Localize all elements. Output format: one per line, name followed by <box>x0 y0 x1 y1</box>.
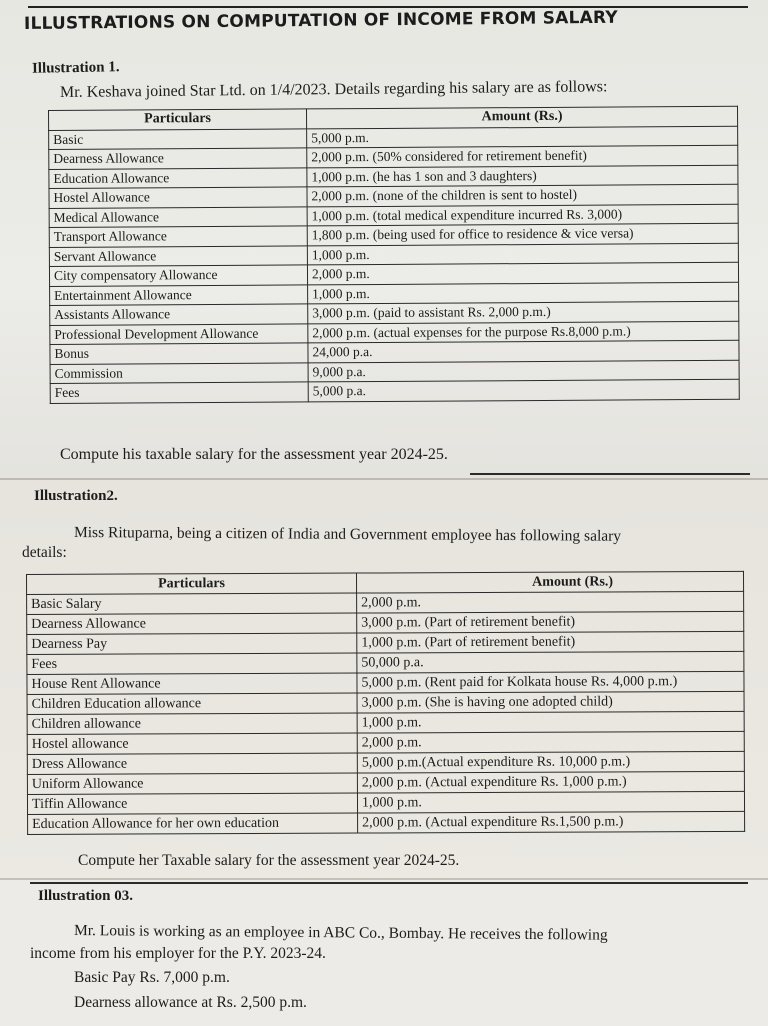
amount-cell: 1,000 p.m. (Part of retirement benefit) <box>357 631 744 653</box>
illustration-2-task: Compute her Taxable salary for the assessment year 2024-25. <box>78 852 460 869</box>
amount-cell: 1,000 p.m. <box>308 282 739 304</box>
amount-cell: 5,000 p.m. <box>307 126 738 148</box>
particular-cell: Children allowance <box>27 713 357 734</box>
illustration-3-item: Basic Pay Rs. 7,000 p.m. <box>74 969 230 986</box>
amount-cell: 3,000 p.m. (Part of retirement benefit) <box>357 611 744 633</box>
particular-cell: Education Allowance <box>49 167 307 188</box>
illustration-3-heading: Illustration 03. <box>38 888 134 904</box>
salary-table-1 <box>48 106 740 404</box>
particular-cell: Children Education allowance <box>27 693 357 714</box>
amount-cell: 1,000 p.m. <box>357 791 744 813</box>
amount-cell: 2,000 p.m. (Actual expenditure Rs. 1,000 p.m.) <box>357 771 744 793</box>
column-header-amount: Amount (Rs.) <box>306 106 737 128</box>
illustration-1-task: Compute his taxable salary for the assessment year 2024-25. <box>60 446 448 463</box>
illustration-3-intro-line-1: Mr. Louis is working as an employee in ABC Co., Bombay. He receives the following <box>73 922 608 944</box>
particular-cell: Education Allowance for her own education <box>28 813 358 834</box>
particular-cell: Transport Allowance <box>49 226 307 247</box>
column-header-particulars: Particulars <box>27 573 357 594</box>
particular-cell: Uniform Allowance <box>27 773 357 794</box>
amount-cell: 2,000 p.m. <box>357 591 744 613</box>
amount-cell: 2,000 p.m. (Actual expenditure Rs.1,500 p.m.) <box>358 811 745 833</box>
illustration-3-item: Dearness allowance at Rs. 2,500 p.m. <box>74 994 307 1011</box>
amount-cell: 1,800 p.m. (being used for office to residence & vice versa) <box>307 223 738 245</box>
amount-cell: 2,000 p.m. (50% considered for retirement benefit) <box>307 145 738 167</box>
amount-cell: 1,000 p.m. (total medical expenditure incurred Rs. 3,000) <box>307 204 738 226</box>
amount-cell: 1,000 p.m. <box>307 243 738 265</box>
illustration-2-intro-line-1: Miss Rituparna, being a citizen of India and Government employee has following salary <box>73 524 622 545</box>
amount-cell: 5,000 p.m. (Rent paid for Kolkata house Rs. 4,000 p.m.) <box>357 671 744 693</box>
amount-cell: 24,000 p.a. <box>308 340 739 362</box>
illustration-2-intro-line-2: details: <box>22 544 67 561</box>
particular-cell: Dearness Pay <box>27 633 357 654</box>
amount-cell: 5,000 p.a. <box>308 379 739 401</box>
particular-cell: Entertainment Allowance <box>50 284 308 305</box>
amount-cell: 3,000 p.m. (paid to assistant Rs. 2,000 p.m.) <box>308 301 739 323</box>
page-title: ILLUSTRATIONS ON COMPUTATION OF INCOME FROM SALARY <box>23 7 618 34</box>
particular-cell: Dress Allowance <box>27 753 357 774</box>
particular-cell: Fees <box>50 382 308 403</box>
particular-cell: Assistants Allowance <box>50 304 308 325</box>
particular-cell: Tiffin Allowance <box>27 793 357 814</box>
particular-cell: Dearness Allowance <box>27 613 357 634</box>
page-section-illustration-1 <box>0 0 768 478</box>
illustration-1-intro: Mr. Keshava joined Star Ltd. on 1/4/2023. Details regarding his salary are as follows: <box>59 78 608 101</box>
amount-cell: 2,000 p.m. (actual expenses for the purpose Rs.8,000 p.m.) <box>308 321 739 343</box>
amount-cell: 1,000 p.m. <box>357 711 744 733</box>
particular-cell: Professional Development Allowance <box>50 323 308 344</box>
particular-cell: Hostel allowance <box>27 733 357 754</box>
particular-cell: Commission <box>50 362 308 383</box>
amount-cell: 9,000 p.a. <box>308 360 739 382</box>
amount-cell: 2,000 p.m. <box>357 731 744 753</box>
particular-cell: City compensatory Allowance <box>49 265 307 286</box>
amount-cell: 2,000 p.m. <box>307 262 738 284</box>
particular-cell: House Rent Allowance <box>27 673 357 694</box>
table-row <box>28 811 745 834</box>
top-rule <box>28 6 748 8</box>
illustration-1-heading: Illustration 1. <box>31 59 120 77</box>
particular-cell: Bonus <box>50 343 308 364</box>
amount-cell: 5,000 p.m.(Actual expenditure Rs. 10,000 p.m.) <box>357 751 744 773</box>
amount-cell: 50,000 p.a. <box>357 651 744 673</box>
amount-cell: 2,000 p.m. (none of the children is sent to hostel) <box>307 184 738 206</box>
illustration-2-heading: Illustration2. <box>34 488 118 504</box>
page-section-illustration-3 <box>0 878 768 1026</box>
particular-cell: Servant Allowance <box>49 245 307 266</box>
table-row <box>50 379 739 403</box>
particular-cell: Medical Allowance <box>49 206 307 227</box>
particular-cell: Basic <box>49 128 307 149</box>
column-header-particulars: Particulars <box>49 109 307 130</box>
section-divider <box>30 882 748 884</box>
particular-cell: Fees <box>27 653 357 674</box>
section-divider <box>470 473 750 475</box>
page-section-illustration-2 <box>0 478 768 880</box>
particular-cell: Basic Salary <box>27 593 357 614</box>
salary-table-2 <box>26 571 745 835</box>
amount-cell: 3,000 p.m. (She is having one adopted child) <box>357 691 744 713</box>
particular-cell: Hostel Allowance <box>49 187 307 208</box>
column-header-amount: Amount (Rs.) <box>356 571 743 593</box>
particular-cell: Dearness Allowance <box>49 148 307 169</box>
illustration-3-intro-line-2: income from his employer for the P.Y. 2023-24. <box>30 945 326 962</box>
amount-cell: 1,000 p.m. (he has 1 son and 3 daughters) <box>307 165 738 187</box>
